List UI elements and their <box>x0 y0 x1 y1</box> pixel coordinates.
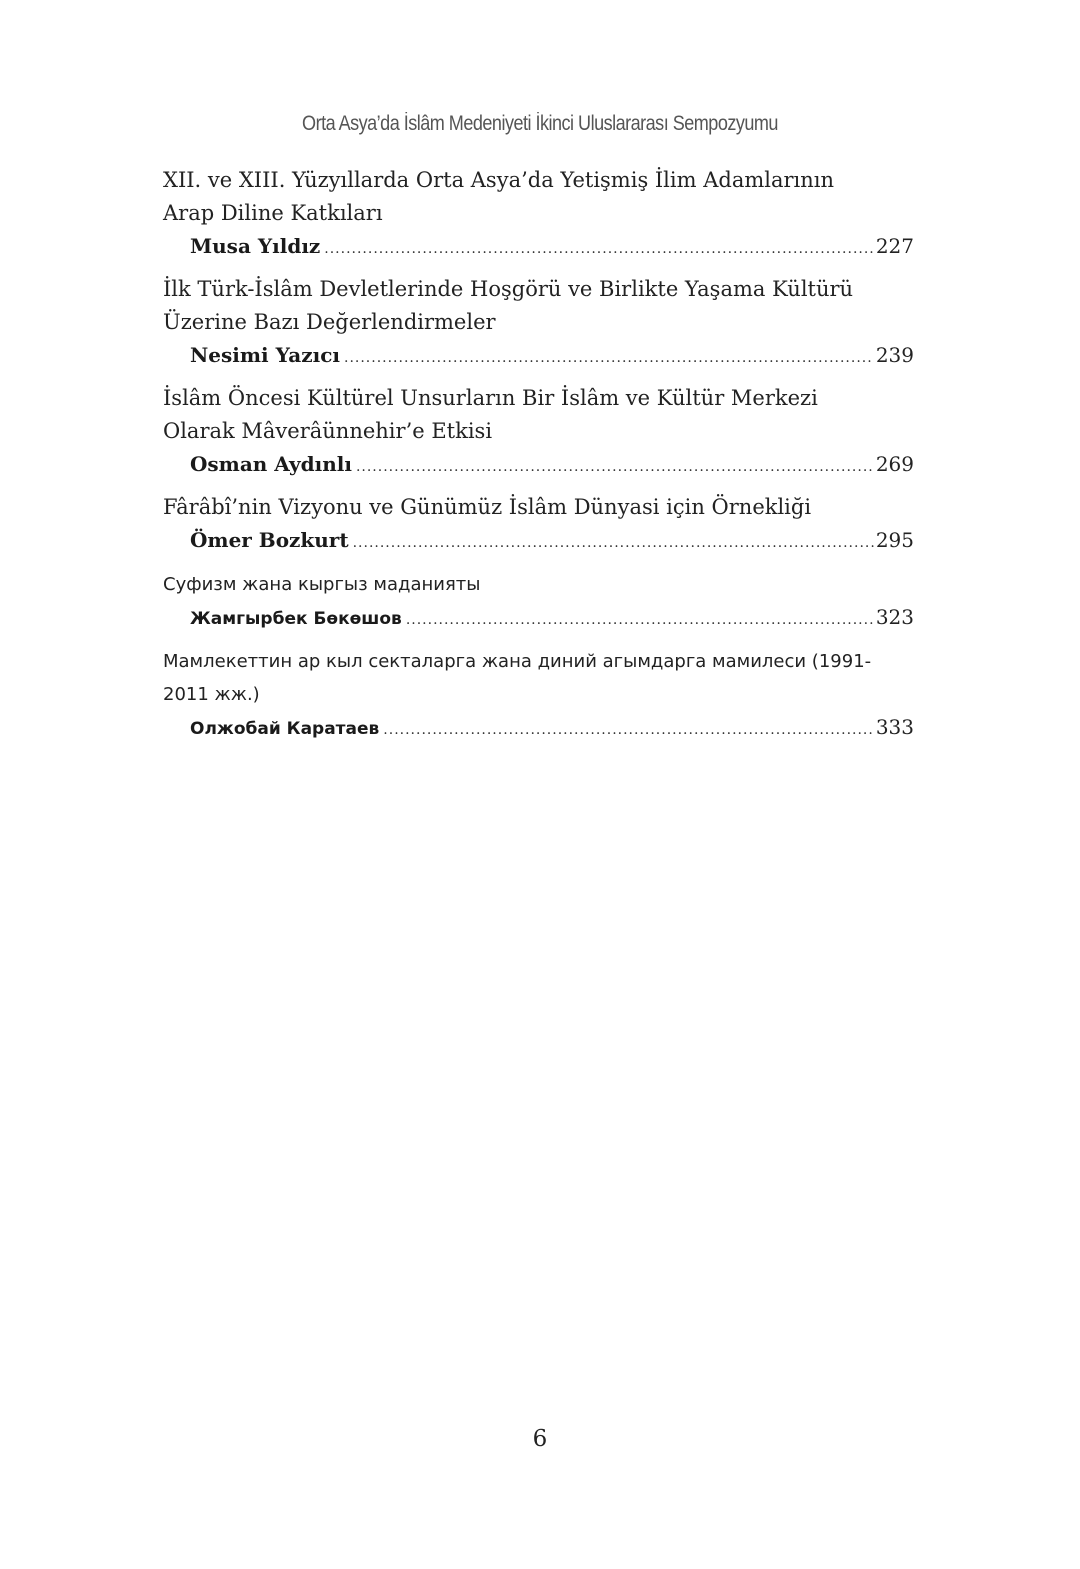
toc-entry-author: Osman Aydınlı <box>190 452 352 476</box>
toc-entry-line <box>163 230 914 266</box>
toc-entry-line <box>163 448 914 484</box>
toc-entry-page: 295 <box>875 528 914 552</box>
toc-entry <box>163 382 914 484</box>
dot-leader <box>353 527 874 560</box>
toc-entry <box>163 491 914 560</box>
toc-entry-title: Мамлекеттин ар кыл секталарга жана диний агымдарга мамилеси (1991-2011 жж.) <box>163 651 872 705</box>
dot-leader <box>324 233 874 266</box>
toc-entry-page: 269 <box>875 452 914 476</box>
toc-entry-author: Ömer Bozkurt <box>190 528 349 552</box>
toc-entry-title: İslâm Öncesi Kültürel Unsurların Bir İslâm ve Kültür Merkezi Olarak Mâverâünnehir’e Etkisi <box>163 386 818 443</box>
toc-entry-line <box>163 601 914 637</box>
toc-entry-line <box>163 711 914 747</box>
toc-entry-author: Musa Yıldız <box>190 234 321 258</box>
table-of-contents <box>163 164 914 747</box>
toc-entry-title: Суфизм жана кыргыз маданияты <box>163 574 481 595</box>
toc-entry-title: Fârâbî’nin Vizyonu ve Günümüz İslâm Dünyasi için Örnekliği <box>163 495 812 519</box>
dot-leader <box>356 451 874 484</box>
toc-entry-title: XII. ve XIII. Yüzyıllarda Orta Asya’da Yetişmiş İlim Adamlarının Arap Diline Katkıları <box>163 168 835 225</box>
page-number: 6 <box>532 1426 548 1452</box>
toc-entry-page: 323 <box>875 605 914 629</box>
toc-entry <box>163 645 914 747</box>
toc-entry-line <box>163 524 914 560</box>
toc-entry <box>163 164 914 266</box>
toc-entry <box>163 273 914 375</box>
toc-entry-page: 239 <box>875 343 914 367</box>
running-header: Orta Asya’da İslâm Medeniyeti İkinci Uluslararası Sempozyumu <box>302 112 778 135</box>
toc-entry-author: Олжобай Каратаев <box>190 719 380 739</box>
toc-entry-line <box>163 339 914 375</box>
toc-entry-author: Nesimi Yazıcı <box>190 343 340 367</box>
dot-leader <box>344 342 874 375</box>
dot-leader <box>406 604 874 637</box>
toc-entry-page: 333 <box>875 715 914 739</box>
toc-entry-title: İlk Türk-İslâm Devletlerinde Hoşgörü ve Birlikte Yaşama Kültürü Üzerine Bazı Değerlendirmeler <box>163 277 854 334</box>
toc-entry-author: Жамгырбек Бөкөшов <box>190 609 402 629</box>
toc-entry-page: 227 <box>875 234 914 258</box>
toc-entry <box>163 568 914 637</box>
dot-leader <box>383 714 874 747</box>
